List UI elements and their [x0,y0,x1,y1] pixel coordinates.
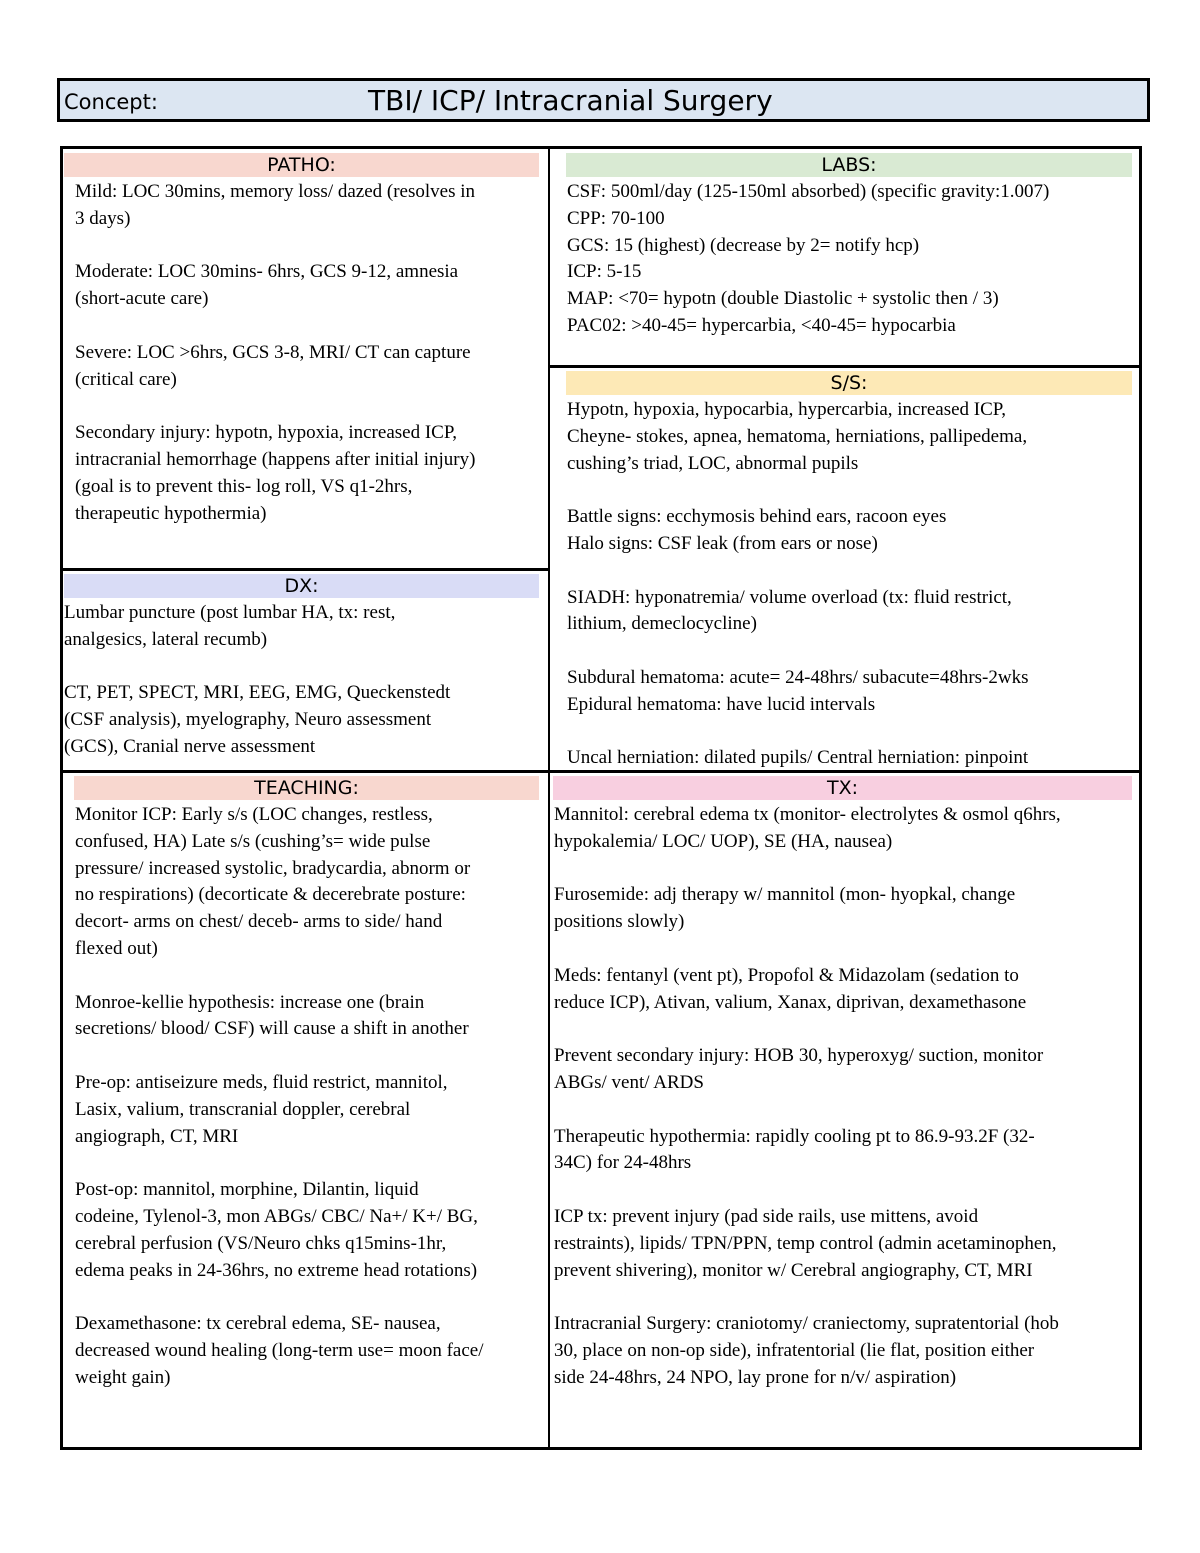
section-body-ss [567,397,1137,772]
section-heading-dx: DX: [64,574,539,598]
teaching-paragraph: Monroe-kellie hypothesis: increase one (brain secretions/ blood/ CSF) will cause a shift in another [75,991,469,1040]
tx-paragraph: Prevent secondary injury: HOB 30, hyperoxyg/ suction, monitor ABGs/ vent/ ARDS [554,1045,1044,1093]
patho-paragraph: Severe: LOC >6hrs, GCS 3-8, MRI/ CT can capture (critical care) [75,341,471,390]
dx-paragraph: CT, PET, SPECT, MRI, EEG, EMG, Queckenstedt (CSF analysis), myelography, Neuro assessment (GCS), Cranial nerve assessment [64,682,451,757]
tx-paragraph: Intracranial Surgery: craniotomy/ craniectomy, supratentorial (hob 30, place on non-op side), infratentorial (lie flat, position either side 24-48hrs, 24 NPO, lay prone for n/v/ aspiration) [554,1313,1059,1388]
teaching-paragraph: Monitor ICP: Early s/s (LOC changes, restless, confused, HA) Late s/s (cushing’s= wide pulse pressure/ increased systolic, bradycardia, abnorm or no respirations) (decorticate & decerebrate posture: decort- arms on chest/ deceb- arms to side/ hand flexed out) [75,804,471,959]
patho-paragraph: Moderate: LOC 30mins- 6hrs, GCS 9-12, amnesia (short-acute care) [75,261,459,310]
patho-paragraph: Mild: LOC 30mins, memory loss/ dazed (resolves in 3 days) [75,181,476,229]
section-body-teaching [75,802,545,1392]
tx-paragraph: Meds: fentanyl (vent pt), Propofol & Midazolam (sedation to reduce ICP), Ativan, valium, Xanax, diprivan, dexamethasone [554,964,1027,1013]
teaching-paragraph: Pre-op: antiseizure meds, fluid restrict, mannitol, Lasix, valium, transcranial doppler, cerebral angiograph, CT, MRI [75,1071,448,1147]
concept-label: Concept: [64,90,158,114]
tx-paragraph: Mannitol: cerebral edema tx (monitor- electrolytes & osmol q6hrs, hypokalemia/ LOC/ UOP), SE (HA, nausea) [554,804,1061,852]
column-divider [548,149,550,1447]
ss-paragraph: Subdural hematoma: acute= 24-48hrs/ subacute=48hrs-2wks Epidural hematoma: have lucid intervals [567,666,1029,715]
section-heading-teaching: TEACHING: [74,776,539,800]
patho-paragraph: Secondary injury: hypotn, hypoxia, increased ICP, intracranial hemorrhage (happens after initial injury) (goal is to prevent this- log roll, VS q1-2hrs, therapeutic hypothermia) [75,422,476,524]
teaching-paragraph: Post-op: mannitol, morphine, Dilantin, liquid codeine, Tylenol-3, mon ABGs/ CBC/ Na+/ K+/ BG, cerebral perfusion (VS/Neuro chks q15mins-1hr, edema peaks in 24-36hrs, no extreme head rotations) [75,1179,478,1281]
section-heading-patho: PATHO: [64,153,539,177]
ss-paragraph: SIADH: hyponatremia/ volume overload (tx: fluid restrict, lithium, demeclocycline) [567,586,1012,635]
section-body-patho [75,179,545,527]
tx-paragraph: Furosemide: adj therapy w/ mannitol (mon- hyopkal, change positions slowly) [554,884,1016,933]
section-body-tx [554,802,1136,1392]
concept-header [57,78,1150,122]
concept-map-grid [60,146,1142,1450]
tx-paragraph: Therapeutic hypothermia: rapidly cooling pt to 86.9-93.2F (32- 34C) for 24-48hrs [554,1125,1035,1174]
section-heading-ss: S/S: [566,371,1132,395]
concept-title: TBI/ ICP/ Intracranial Surgery [368,84,773,117]
tx-paragraph: ICP tx: prevent injury (pad side rails, use mittens, avoid restraints), lipids/ TPN/PPN, temp control (admin acetaminophen, prevent shivering), monitor w/ Cerebral angiography, CT, MRI [554,1205,1057,1281]
patho-dx-divider [63,568,549,571]
section-heading-tx: TX: [553,776,1132,800]
labs-ss-divider [549,365,1139,368]
teaching-paragraph: Dexamethasone: tx cerebral edema, SE- nausea, decreased wound healing (long-term use= moon face/ weight gain) [75,1313,484,1388]
ss-paragraph: Battle signs: ecchymosis behind ears, racoon eyes Halo signs: CSF leak (from ears or nose) [567,506,947,554]
section-body-dx [64,600,544,761]
ss-paragraph: Hypotn, hypoxia, hypocarbia, hypercarbia, increased ICP, Cheyne- stokes, apnea, hematoma, herniations, pallipedema, cushing’s triad, LOC, abnormal pupils [567,399,1028,474]
labs-paragraph: CSF: 500ml/day (125-150ml absorbed) (specific gravity:1.007) CPP: 70-100 GCS: 15 (highest) (decrease by 2= notify hcp) ICP: 5-15 MAP: <70= hypotn (double Diastolic + systolic then / 3) PAC02: >40-45= hypercarbia, <40-45= hypocarbia [567,181,1050,336]
ss-paragraph: Uncal herniation: dilated pupils/ Central herniation: pinpoint [567,747,1029,769]
section-body-labs [567,179,1137,340]
dx-paragraph: Lumbar puncture (post lumbar HA, tx: rest, analgesics, lateral recumb) [64,602,396,650]
section-heading-labs: LABS: [566,153,1132,177]
